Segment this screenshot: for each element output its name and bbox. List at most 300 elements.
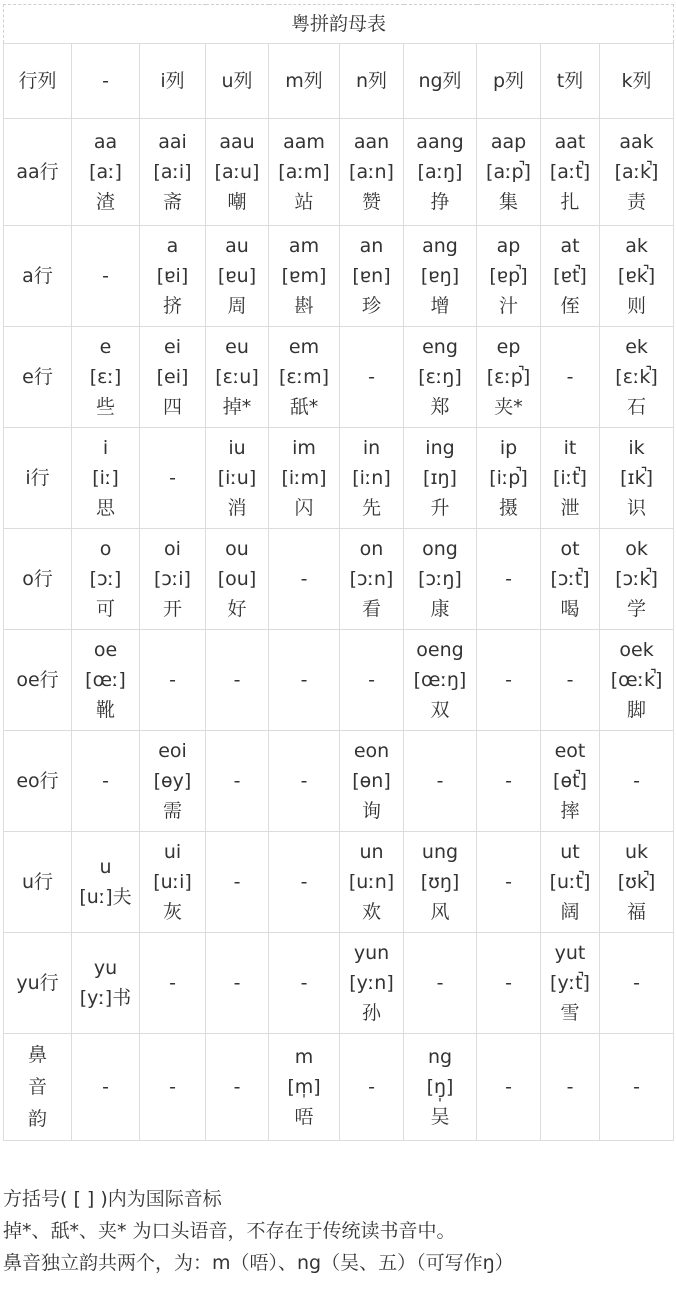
cell-text: - bbox=[300, 568, 308, 590]
table-row bbox=[4, 933, 674, 1034]
final-cell bbox=[72, 529, 140, 630]
ipa-text: [ɛːp̚] bbox=[486, 366, 531, 388]
ipa-text: [iːp̚] bbox=[489, 467, 528, 489]
jyutping-text: eoi bbox=[158, 740, 187, 762]
example-char: 唔 bbox=[294, 1106, 314, 1128]
example-char: 责 bbox=[627, 191, 647, 213]
final-cell bbox=[340, 529, 404, 630]
example-char: 欢 bbox=[361, 901, 381, 923]
final-cell bbox=[269, 1034, 340, 1141]
jyutping-text: yu bbox=[93, 957, 118, 979]
example-char: 识 bbox=[627, 497, 647, 519]
example-char: 雪 bbox=[560, 1002, 580, 1024]
empty-cell bbox=[206, 832, 269, 933]
cell-text: - bbox=[505, 871, 512, 893]
cell-text: - bbox=[169, 467, 176, 489]
ipa-text: [ɐm] bbox=[281, 265, 327, 287]
jyutping-text: aat bbox=[554, 131, 586, 153]
final-cell bbox=[269, 428, 340, 529]
empty-cell bbox=[340, 1034, 404, 1141]
final-cell bbox=[72, 630, 140, 731]
empty-cell bbox=[340, 327, 404, 428]
example-char: 消 bbox=[227, 497, 247, 519]
row-label bbox=[4, 226, 72, 327]
example-char: 孙 bbox=[361, 1002, 381, 1024]
cell-text: - bbox=[368, 1076, 375, 1098]
cell-text: - bbox=[505, 770, 512, 792]
row-label bbox=[4, 119, 72, 226]
example-char: 阔 bbox=[560, 901, 580, 923]
jyutping-text: ou bbox=[225, 538, 249, 560]
final-cell bbox=[477, 119, 541, 226]
cell-text: - bbox=[368, 366, 375, 388]
table-header-row bbox=[4, 44, 674, 119]
row-label-text: oe行 bbox=[16, 669, 59, 691]
empty-cell bbox=[600, 1034, 674, 1141]
ipa-text: [ɛːŋ] bbox=[418, 366, 462, 388]
finals-table-container bbox=[3, 4, 673, 1141]
jyutping-text: ik bbox=[628, 437, 645, 459]
final-cell bbox=[477, 327, 541, 428]
jyutping-text: ng bbox=[427, 1046, 453, 1068]
column-header: p列 bbox=[477, 44, 541, 119]
cell-text: - bbox=[233, 1076, 241, 1098]
cell-text: - bbox=[169, 972, 176, 994]
ipa-text: [yːt̚] bbox=[550, 972, 590, 994]
jyutping-text: im bbox=[292, 437, 316, 459]
ipa-text: [ɛː] bbox=[89, 366, 122, 388]
cell-text: - bbox=[300, 770, 308, 792]
cell-text: - bbox=[566, 669, 574, 691]
example-char: 扎 bbox=[560, 191, 580, 213]
final-cell bbox=[541, 933, 600, 1034]
ipa-text: [yː]书 bbox=[79, 987, 132, 1009]
final-cell bbox=[600, 529, 674, 630]
ipa-text: [aːp̚] bbox=[486, 161, 531, 183]
ipa-text: [aːt̚] bbox=[549, 161, 591, 183]
final-cell bbox=[541, 226, 600, 327]
jyutping-text: ong bbox=[422, 538, 458, 560]
cell-text: - bbox=[233, 871, 241, 893]
example-char: 学 bbox=[627, 598, 647, 620]
column-header: - bbox=[72, 44, 140, 119]
final-cell bbox=[340, 933, 404, 1034]
cell-text: - bbox=[300, 972, 308, 994]
empty-cell bbox=[477, 933, 541, 1034]
table-row bbox=[4, 428, 674, 529]
jyutping-text: ep bbox=[496, 336, 521, 358]
final-cell bbox=[600, 428, 674, 529]
ipa-text: [uːt̚] bbox=[549, 871, 591, 893]
cell-text: - bbox=[436, 770, 444, 792]
note-syllabic-nasals: 鼻音独立韵共两个，为：m（唔）、ng（吴、五）（可写作ŋ） bbox=[3, 1252, 514, 1274]
example-char: 吴 bbox=[430, 1106, 450, 1128]
ipa-text: [iːn] bbox=[352, 467, 391, 489]
row-label bbox=[4, 933, 72, 1034]
empty-cell bbox=[140, 630, 206, 731]
empty-cell bbox=[404, 933, 477, 1034]
final-cell bbox=[600, 327, 674, 428]
jyutping-text: eon bbox=[353, 740, 390, 762]
example-char: 嘲 bbox=[227, 191, 247, 213]
example-char: 增 bbox=[430, 295, 450, 317]
ipa-text: [iːt̚] bbox=[553, 467, 587, 489]
example-char: 侄 bbox=[560, 295, 580, 317]
ipa-text: [yːn] bbox=[349, 972, 394, 994]
empty-cell bbox=[269, 630, 340, 731]
ipa-text: [ɪk̚] bbox=[620, 467, 653, 489]
cell-text: - bbox=[102, 770, 109, 792]
ipa-text: [ɐp̚] bbox=[489, 265, 528, 287]
empty-cell bbox=[541, 1034, 600, 1141]
column-header: n列 bbox=[340, 44, 404, 119]
column-header: u列 bbox=[206, 44, 269, 119]
empty-cell bbox=[600, 731, 674, 832]
ipa-text: [aːk̚] bbox=[614, 161, 659, 183]
cell-text: - bbox=[169, 669, 176, 691]
final-cell bbox=[269, 327, 340, 428]
cell-text: - bbox=[300, 669, 308, 691]
example-char: 泄 bbox=[560, 497, 580, 519]
final-cell bbox=[600, 119, 674, 226]
row-label-text: a行 bbox=[22, 265, 53, 287]
cell-text: - bbox=[505, 669, 512, 691]
example-char: 福 bbox=[627, 901, 647, 923]
example-char: 郑 bbox=[430, 396, 450, 418]
example-char: 升 bbox=[430, 497, 450, 519]
final-cell bbox=[404, 327, 477, 428]
ipa-text: [ɐŋ] bbox=[420, 265, 460, 287]
jyutping-text: uk bbox=[625, 841, 649, 863]
example-char: 些 bbox=[95, 396, 115, 418]
jyutping-text: a bbox=[166, 235, 179, 257]
jyutping-text: oe bbox=[93, 639, 118, 661]
example-char: 站 bbox=[294, 191, 314, 213]
cell-text: - bbox=[233, 669, 241, 691]
jyutping-text: m bbox=[294, 1046, 314, 1068]
final-cell bbox=[206, 226, 269, 327]
final-cell bbox=[72, 327, 140, 428]
jyutping-text: it bbox=[563, 437, 577, 459]
jyutping-text: em bbox=[288, 336, 320, 358]
ipa-text: [œː] bbox=[85, 669, 126, 691]
example-char: 掉* bbox=[222, 396, 252, 418]
example-char: 双 bbox=[430, 699, 450, 721]
ipa-text: [aː] bbox=[89, 161, 122, 183]
final-cell bbox=[206, 119, 269, 226]
row-label bbox=[4, 327, 72, 428]
note-colloquial: 掉*、舐*、夹* 为口头语音，不存在于传统读书音中。 bbox=[3, 1220, 456, 1242]
row-label bbox=[4, 832, 72, 933]
jyutping-text: an bbox=[359, 235, 384, 257]
row-label bbox=[4, 428, 72, 529]
jyutping-text: aau bbox=[219, 131, 255, 153]
example-char: 好 bbox=[227, 598, 247, 620]
jyutping-text: aan bbox=[353, 131, 390, 153]
table-row bbox=[4, 327, 674, 428]
ipa-text: [ɐi] bbox=[156, 265, 189, 287]
ipa-text: [iːu] bbox=[217, 467, 257, 489]
ipa-text: [aːŋ] bbox=[417, 161, 463, 183]
jyutping-text: yut bbox=[554, 942, 586, 964]
ipa-text: [aːu] bbox=[214, 161, 260, 183]
jyutping-text: iu bbox=[228, 437, 246, 459]
jyutping-text: ui bbox=[163, 841, 182, 863]
ipa-text: [aːn] bbox=[349, 161, 394, 183]
row-label bbox=[4, 630, 72, 731]
row-label bbox=[4, 1034, 72, 1141]
final-cell bbox=[477, 226, 541, 327]
final-cell bbox=[140, 529, 206, 630]
example-char: 喝 bbox=[560, 598, 580, 620]
jyutping-text: eot bbox=[554, 740, 586, 762]
final-cell bbox=[140, 119, 206, 226]
column-header: ng列 bbox=[404, 44, 477, 119]
ipa-text: [ɔːk̚] bbox=[615, 568, 658, 590]
jyutping-text: eng bbox=[422, 336, 458, 358]
row-label-text: eo行 bbox=[16, 770, 59, 792]
final-cell bbox=[269, 119, 340, 226]
final-cell bbox=[206, 428, 269, 529]
jyutping-text: ap bbox=[496, 235, 521, 257]
empty-cell bbox=[477, 832, 541, 933]
ipa-text: [m̩] bbox=[287, 1076, 321, 1098]
empty-cell bbox=[140, 428, 206, 529]
row-label-text: e行 bbox=[22, 366, 53, 388]
final-cell bbox=[72, 428, 140, 529]
example-char: 舐* bbox=[289, 396, 319, 418]
cell-text: - bbox=[300, 871, 308, 893]
ipa-text: [ou] bbox=[217, 568, 257, 590]
final-cell bbox=[477, 428, 541, 529]
ipa-text: [ɐk̚] bbox=[617, 265, 656, 287]
jyutping-text: aam bbox=[283, 131, 325, 153]
final-cell bbox=[140, 327, 206, 428]
table-row bbox=[4, 529, 674, 630]
empty-cell bbox=[477, 529, 541, 630]
cell-text: - bbox=[633, 972, 640, 994]
example-char: 斋 bbox=[162, 191, 182, 213]
final-cell bbox=[140, 731, 206, 832]
example-char: 开 bbox=[162, 598, 182, 620]
jyutping-text: oi bbox=[164, 538, 181, 560]
jyutping-text: ing bbox=[425, 437, 455, 459]
example-char: 摔 bbox=[560, 800, 580, 822]
jyutping-text: at bbox=[560, 235, 580, 257]
cell-text: - bbox=[566, 1076, 574, 1098]
final-cell bbox=[600, 832, 674, 933]
example-char: 询 bbox=[361, 800, 381, 822]
ipa-text: [ɛːk̚] bbox=[615, 366, 658, 388]
ipa-text: [ɔːt̚] bbox=[550, 568, 590, 590]
example-char: 周 bbox=[227, 295, 247, 317]
row-label-text: o行 bbox=[22, 568, 53, 590]
ipa-text: [ŋ̩] bbox=[426, 1076, 454, 1098]
jyutping-text: ip bbox=[499, 437, 518, 459]
jyutping-text: i bbox=[102, 437, 109, 459]
cell-text: - bbox=[102, 265, 109, 287]
final-cell bbox=[269, 226, 340, 327]
empty-cell bbox=[541, 630, 600, 731]
jyutping-text: oeng bbox=[416, 639, 464, 661]
example-char: 闪 bbox=[294, 497, 314, 519]
ipa-text: [ɵy] bbox=[153, 770, 192, 792]
example-char: 需 bbox=[162, 800, 182, 822]
row-label-text: aa行 bbox=[16, 161, 59, 183]
final-cell bbox=[541, 428, 600, 529]
ipa-text: [ɐn] bbox=[352, 265, 391, 287]
ipa-text: [ɛːm] bbox=[278, 366, 329, 388]
final-cell bbox=[541, 119, 600, 226]
column-header: t列 bbox=[541, 44, 600, 119]
jyutping-text: aap bbox=[490, 131, 527, 153]
cell-text: - bbox=[633, 770, 640, 792]
row-label-text: 韵 bbox=[27, 1108, 47, 1130]
empty-cell bbox=[72, 1034, 140, 1141]
note-ipa: 方括号( [ ] )内为国际音标 bbox=[3, 1188, 222, 1210]
empty-cell bbox=[269, 529, 340, 630]
final-cell bbox=[140, 226, 206, 327]
ipa-text: [ɐt̚] bbox=[553, 265, 587, 287]
final-cell bbox=[600, 226, 674, 327]
example-char: 则 bbox=[627, 295, 647, 317]
final-cell bbox=[72, 832, 140, 933]
empty-cell bbox=[477, 630, 541, 731]
final-cell bbox=[340, 731, 404, 832]
jyutping-text: yun bbox=[353, 942, 390, 964]
ipa-text: [uː]夫 bbox=[79, 886, 132, 908]
empty-cell bbox=[206, 731, 269, 832]
row-label bbox=[4, 529, 72, 630]
final-cell bbox=[541, 529, 600, 630]
jyutping-text: on bbox=[359, 538, 384, 560]
final-cell bbox=[340, 428, 404, 529]
jyutping-text: aa bbox=[93, 131, 118, 153]
ipa-text: [ɵt̚] bbox=[553, 770, 587, 792]
table-caption: 粤拼韵母表 bbox=[4, 5, 674, 44]
ipa-text: [ɪŋ] bbox=[423, 467, 457, 489]
notes-section bbox=[3, 1183, 673, 1279]
row-label-text: yu行 bbox=[16, 972, 59, 994]
final-cell bbox=[404, 428, 477, 529]
empty-cell bbox=[269, 731, 340, 832]
empty-cell bbox=[404, 731, 477, 832]
cell-text: - bbox=[368, 669, 375, 691]
empty-cell bbox=[269, 933, 340, 1034]
final-cell bbox=[206, 327, 269, 428]
cell-text: - bbox=[505, 568, 512, 590]
final-cell bbox=[140, 832, 206, 933]
final-cell bbox=[404, 832, 477, 933]
jyutping-text: u bbox=[99, 856, 112, 878]
empty-cell bbox=[206, 933, 269, 1034]
jyutping-text: au bbox=[225, 235, 249, 257]
cell-text: - bbox=[505, 972, 512, 994]
final-cell bbox=[404, 529, 477, 630]
jyutping-text: ung bbox=[421, 841, 459, 863]
example-char: 夹* bbox=[494, 396, 523, 418]
cantonese-finals-table bbox=[3, 4, 674, 1141]
empty-cell bbox=[140, 1034, 206, 1141]
table-row bbox=[4, 630, 674, 731]
empty-cell bbox=[140, 933, 206, 1034]
example-char: 汁 bbox=[498, 295, 518, 317]
jyutping-text: ut bbox=[560, 841, 580, 863]
cell-text: - bbox=[633, 1076, 640, 1098]
ipa-text: [ɛːu] bbox=[215, 366, 259, 388]
column-header: i列 bbox=[140, 44, 206, 119]
ipa-text: [ʊŋ] bbox=[420, 871, 460, 893]
ipa-text: [ʊk̚] bbox=[617, 871, 656, 893]
cell-text: - bbox=[436, 972, 444, 994]
cell-text: - bbox=[169, 1076, 176, 1098]
jyutping-text: ok bbox=[625, 538, 648, 560]
table-row bbox=[4, 832, 674, 933]
example-char: 康 bbox=[430, 598, 450, 620]
final-cell bbox=[404, 119, 477, 226]
empty-cell bbox=[206, 630, 269, 731]
cell-text: - bbox=[505, 1076, 512, 1098]
final-cell bbox=[72, 933, 140, 1034]
empty-cell bbox=[72, 226, 140, 327]
jyutping-text: e bbox=[99, 336, 112, 358]
cell-text: - bbox=[102, 1076, 109, 1098]
ipa-text: [iːm] bbox=[281, 467, 327, 489]
example-char: 靴 bbox=[95, 699, 115, 721]
header-corner-cell: 行列 bbox=[4, 44, 72, 119]
final-cell bbox=[404, 1034, 477, 1141]
empty-cell bbox=[600, 933, 674, 1034]
example-char: 脚 bbox=[627, 699, 647, 721]
jyutping-text: ek bbox=[625, 336, 648, 358]
ipa-text: [uːn] bbox=[348, 871, 395, 893]
jyutping-text: o bbox=[99, 538, 112, 560]
empty-cell bbox=[340, 630, 404, 731]
ipa-text: [ɵn] bbox=[352, 770, 391, 792]
example-char: 渣 bbox=[95, 191, 115, 213]
column-header: m列 bbox=[269, 44, 340, 119]
jyutping-text: oek bbox=[619, 639, 654, 661]
example-char: 灰 bbox=[162, 901, 182, 923]
ipa-text: [ɔːŋ] bbox=[418, 568, 462, 590]
jyutping-text: aai bbox=[158, 131, 187, 153]
ipa-text: [ɐu] bbox=[217, 265, 257, 287]
ipa-text: [ɔːn] bbox=[349, 568, 394, 590]
jyutping-text: un bbox=[359, 841, 384, 863]
table-row bbox=[4, 226, 674, 327]
ipa-text: [aːi] bbox=[153, 161, 192, 183]
row-label bbox=[4, 731, 72, 832]
example-char: 风 bbox=[430, 901, 450, 923]
row-label-text: 音 bbox=[27, 1076, 47, 1098]
final-cell bbox=[206, 529, 269, 630]
jyutping-text: aak bbox=[619, 131, 654, 153]
row-label-text: u行 bbox=[21, 871, 54, 893]
jyutping-text: eu bbox=[225, 336, 249, 358]
final-cell bbox=[404, 630, 477, 731]
cell-text: - bbox=[566, 366, 574, 388]
ipa-text: [uːi] bbox=[153, 871, 192, 893]
example-char: 挤 bbox=[162, 295, 182, 317]
ipa-text: [œːŋ] bbox=[413, 669, 467, 691]
empty-cell bbox=[269, 832, 340, 933]
final-cell bbox=[404, 226, 477, 327]
column-header: k列 bbox=[600, 44, 674, 119]
example-char: 集 bbox=[498, 191, 518, 213]
example-char: 摄 bbox=[498, 497, 518, 519]
final-cell bbox=[72, 119, 140, 226]
empty-cell bbox=[206, 1034, 269, 1141]
